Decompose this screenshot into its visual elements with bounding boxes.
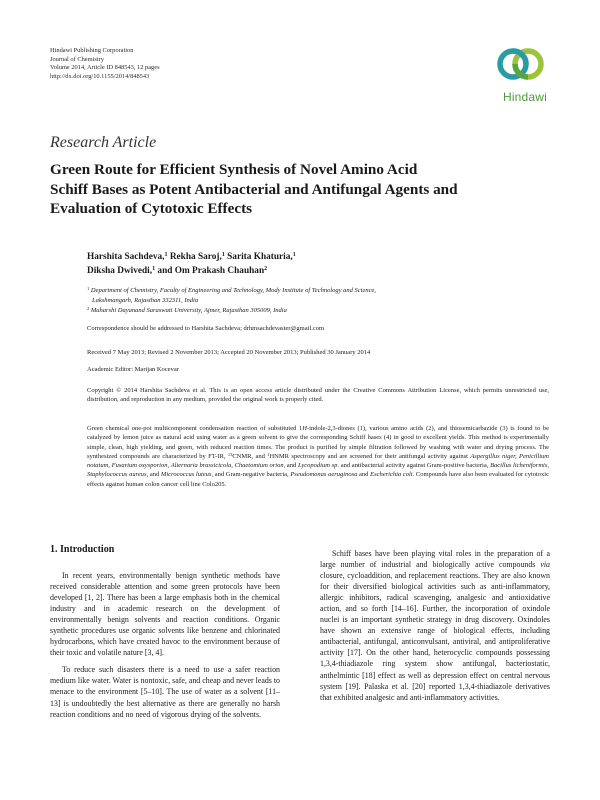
publisher-name: Hindawi Publishing Corporation	[50, 47, 134, 54]
body-paragraph: Schiff bases have been playing vital roles in the preparation of a large number of industrial and biologically active compounds via closure, cycloaddition, and replacement reactions. They are also known for their diversified biological activities such as anti-inflammatory, allergic inhibitors, radical scavenging, analgesic and antioxidative action, and so forth [14–16]. Further, the incorporation of oxindole nuclei is an important synthetic strategy in drug discovery. Oxindoles have shown an extensive range of biological effects, including antibacterial, antifungal, anticonvulsant, antiviral, and antiproliferative activity [17]. On the other hand, heterocyclic compounds possessing 1,3,4-thiadiazole ring system show antifungal, bacteriostatic, anthelmintic [18] effect as well as depression effect on central nervous system [19]. Palaska et al. [20] reported 1,3,4-thiadiazole derivatives that exhibited analgesic and anti-inflammatory activities.	[320, 549, 550, 702]
article-type: Research Article	[50, 134, 157, 151]
author-name: Harshita Sachdeva,	[87, 252, 165, 262]
body-paragraph: In recent years, environmentally benign synthetic methods have received considerable attention and some green protocols have been developed [1, 2]. There has been a large emphasis both in the chemical industry and in academic research on the development of environmentally benign solvents and reaction conditions. Organic synthetic procedures use organic solvents like benzene and chlorinated hydrocarbons, which have created havoc to the environment because of their toxic and volatile nature [3, 4].	[50, 571, 280, 658]
hindawi-logo	[494, 40, 556, 106]
hindawi-logo-mark	[494, 40, 556, 90]
author-line	[87, 250, 296, 264]
author-name: Diksha Dwivedi,	[87, 266, 153, 276]
section-heading: 1. Introduction	[50, 544, 115, 555]
affiliation-marker: 2	[264, 266, 268, 272]
academic-editor: Academic Editor: Marijan Kocevar	[87, 366, 179, 373]
affiliation-marker: 1	[221, 252, 225, 258]
title-line: Evaluation of Cytotoxic Effects	[50, 200, 253, 217]
abstract: Green chemical one-pot multicomponent condensation reaction of substituted 1H-indole-2,3-diones (1), various amino acids (2), and thiosemicarbazide (3) is found to be catalyzed by lemon juice as natural acid using water as a green solvent to give the corresponding Schiff bases (4) in good to excellent yields. This method is experimentally simple, clean, high yielding, and green, with reduced reaction times. The product is purified by simple filtration followed by washing with water and drying process. The synthesized compounds are characterized by FT-IR, $^{13}$CNMR, and $^1$HNMR spectroscopy and are screened for their antifungal activity against Aspergillus niger, Penicillium notatum, Fusarium oxysporion, Alternaria brassicicola, Chaetomium orion, and Lycopodium sp. and antibacterial activity against Gram-positive bacteria, Bacillus licheniformis, Staphylococcus aureus, and Micrococcus luteus, and Gram-negative bacteria, Pseudomonas aeruginosa and Escherichia coli. Compounds have also been evaluated for cytotoxic effects against human colon cancer cell line Colo205.	[87, 425, 549, 488]
affiliation-number: 2	[87, 306, 90, 311]
volume-line: Volume 2014, Article ID 848543, 12 pages	[50, 64, 160, 72]
author-list	[87, 250, 296, 278]
body-paragraph: To reduce such disasters there is a need to use a safer reaction medium like water. Water is nontoxic, safe, and cheap and never leads to menace to the environment [5–10]. The use of water as a solvent [11–13] is undoubtedly the best alternative as there are generally no harsh reaction conditions and no need of vigorous drying of the solvents.	[50, 665, 280, 719]
affiliation-marker: 1	[292, 252, 296, 258]
hindawi-logo-text: Hindawi	[502, 90, 548, 104]
affiliation-marker: 1	[164, 252, 168, 258]
affiliation-marker: 1	[152, 266, 156, 272]
paper-title	[50, 160, 550, 219]
journal-name: Journal of Chemistry	[50, 55, 104, 63]
title-line: Schiff Bases as Potent Antibacterial and Antifungal Agents and	[50, 180, 458, 198]
doi-link[interactable]: http://dx.doi.org/10.1155/2014/848543	[50, 73, 150, 81]
affiliation-1-cont: Lakshmangarh, Rajasthan 332311, India	[92, 297, 199, 304]
affiliation-1	[87, 286, 557, 296]
affiliation-number: 1	[87, 286, 90, 291]
affiliations	[87, 286, 557, 316]
affiliation-text: Department of Chemistry, Faculty of Engineering and Technology, Mody Institute of Technology and Science,	[90, 287, 376, 294]
correspondence: Correspondence should be addressed to Harshita Sachdeva; drhmsachdevaster@gmail.com	[87, 325, 325, 332]
author-name: and Om Prakash Chauhan	[157, 266, 265, 276]
author-line	[87, 264, 296, 278]
author-name: Rekha Saroj,	[169, 252, 222, 262]
body-column-left	[50, 570, 280, 726]
article-dates: Received 7 May 2013; Revised 2 November 2013; Accepted 20 November 2013; Published 30 January 2014	[87, 349, 371, 356]
title-line: Green Route for Efficient Synthesis of Novel Amino Acid	[50, 161, 418, 178]
journal-header	[50, 47, 160, 82]
affiliation-text: Maharshi Dayanand Saraswati University, Ajmer, Rajasthan 305009, India	[90, 307, 287, 314]
copyright-notice: Copyright © 2014 Harshita Sachdeva et al. This is an open access article distributed under the Creative Commons Attribution License, which permits unrestricted use, distribution, and reproduction in any medium, provided the original work is properly cited.	[87, 387, 549, 403]
affiliation-2	[87, 306, 557, 316]
author-name: Sarita Khaturia,	[227, 252, 293, 262]
body-column-right	[320, 548, 550, 709]
